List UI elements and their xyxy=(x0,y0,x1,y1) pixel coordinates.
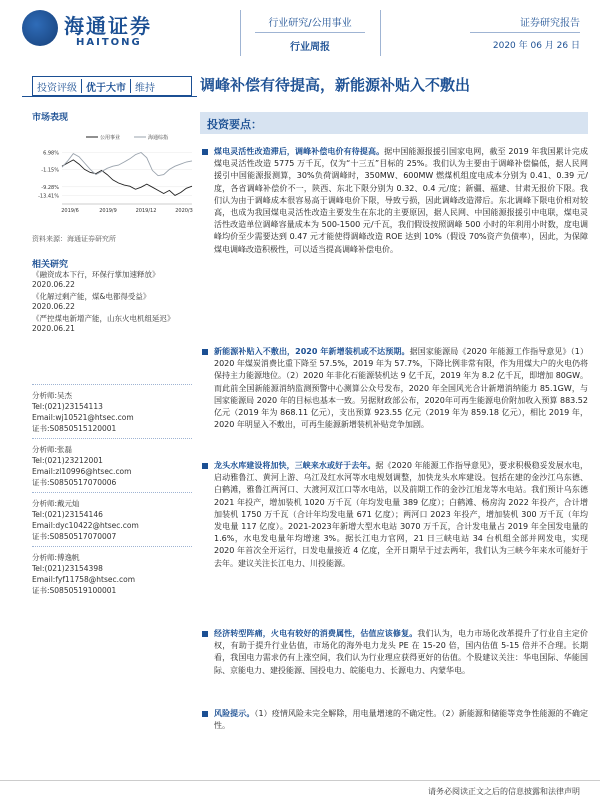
analyst-tel: Tel:(021)23154146 xyxy=(32,510,103,519)
analyst-cert: 证书:S0850517070006 xyxy=(32,478,117,487)
header-divider xyxy=(240,10,241,56)
analyst-email[interactable]: Email:dyc10422@htsec.com xyxy=(32,521,139,530)
report-date: 2020 年 06 月 26 日 xyxy=(492,41,580,51)
series-line xyxy=(62,153,192,176)
paragraph-lead: 新能源补贴入不敷出，2020 年新增装机或不达预期。 xyxy=(214,347,410,356)
analyst-block xyxy=(32,552,192,596)
related-item-title[interactable]: 《化解过剩产能，煤&电都得受益》 xyxy=(32,292,151,301)
rating-status: 维持 xyxy=(135,82,155,94)
analyst-email[interactable]: Email:zl10996@htsec.com xyxy=(32,467,132,476)
footer-disclaimer: 请务必阅读正文之后的信息披露和法律声明 xyxy=(428,787,580,796)
footer-rule xyxy=(0,780,600,781)
analyst-tel: Tel:(021)23154113 xyxy=(32,402,103,411)
analyst-block xyxy=(32,444,192,488)
analyst-block xyxy=(32,390,192,434)
paragraph-hydro xyxy=(200,460,588,570)
analyst-email[interactable]: Email:wj10521@htsec.com xyxy=(32,413,134,422)
bullet-icon xyxy=(202,349,208,355)
key-points-title: 投资要点： xyxy=(207,118,262,131)
x-tick-label: 2019/9 xyxy=(99,208,117,214)
paragraph-risk xyxy=(200,708,588,732)
paragraph-text: （1）疫情风险未完全解除，用电量增速的不确定性。（2）新能源和储能等竞争性能源的不确定性。 xyxy=(214,709,588,731)
paragraph-renewable-subsidy xyxy=(200,346,588,431)
related-item-title[interactable]: 《融资成本下行，环保行掌加速释放》 xyxy=(32,270,160,279)
analyst-cert: 证书:S0850519100001 xyxy=(32,586,117,595)
related-item-date: 2020.06.22 xyxy=(32,280,75,289)
paragraph-lead: 风险提示。 xyxy=(214,709,255,718)
rating-value: 优于大市 xyxy=(86,82,126,94)
rating-label: 投资评级 xyxy=(37,82,77,94)
report-kind: 行业周报 xyxy=(290,42,330,53)
analyst-tel: Tel:(021)23212001 xyxy=(32,456,103,465)
paragraph-lead: 煤电灵活性改造滞后，调峰补偿电价有待提高。 xyxy=(214,147,385,156)
analyst-cert: 证书:S0850515120001 xyxy=(32,424,117,433)
paragraph-lead: 龙头水库建设将加快，三峡来水或好于去年。 xyxy=(214,461,376,470)
related-heading: 相关研究 xyxy=(32,260,69,270)
bullet-icon xyxy=(202,711,208,717)
paragraph-text: 据中国能源报援引国家电网，截至 2019 年我国累计完成煤电灵活性改造 5775 万千瓦，仅为“十三五”目标的 25%。我们认为主要由于调峰补偿偏低，据人民网援引中国能源报测算，30%负荷调峰时，350MW、600MW 燃煤机组度电成本分别为 0.41、0.39 元/度，各省调峰补偿价不一，陕西、东北下限分别为 0.32、0.4 元/度；新疆、福建、甘肃无报价下限。我们认为由于调峰成本很容易高于调峰电价下限，导致亏损，因此调峰改造滞后。东北调峰下限电价相对较高，也成为我国煤电灵活性改造主要发生在东北的主要原因，据人民网、中国能源报援引中电联，煤电灵活性改造单位调峰容量成本为 500-1500 元/千瓦，我们假设按照调峰 500 小时的年利用小时数，度电调峰均价至少需要达到 0.47 元才能使得调峰改造 ROE 达到 10%（假设 70%资产负债率），因此，为保障煤电调峰改造积极性，可以适当提高调峰补偿电价。 xyxy=(214,147,588,254)
related-item-date: 2020.06.21 xyxy=(32,324,75,333)
analyst-name: 分析师:吴杰 xyxy=(32,391,73,400)
chart-source: 资料来源：海通证券研究所 xyxy=(32,235,116,243)
analyst-name: 分析师:张磊 xyxy=(32,445,73,454)
market-heading: 市场表现 xyxy=(32,113,69,123)
analyst-email[interactable]: Email:fyf11758@htsec.com xyxy=(32,575,136,584)
paragraph-text: 据《2020 年能源工作指导意见》，要求积极稳妥发展水电，启动雅鲁江、黄河上游、乌江及红水河等水电规划调整，加快龙头水库建设。包括在建的金沙江乌东德、白鹤滩，雅鲁江两河口、大渡河双江口等水电站，以及前期工作的金沙江旭龙等水电站。我们预计乌东德 2021 年投产，增加装机 1020 万千瓦（年均发电量 389 亿度）；白鹤滩、杨房沟 2022 年投产，合计增加装机 1750 万千瓦（合计年均发电量 671 亿度）；两河口 2023 年投产，增加装机 300 万千瓦（年均发电量 117 亿度）。2021-2023年新增大型水电站 3070 万千瓦，合计发电量占 2019 年全国发电量的 1.6%，水电发电量年均增速 3%。据长江电力官网，21 日三峡电站 34 台机组全部并网发电，实现 2020 年首次全开运行，日发电量接近 4 亿度，全开日期早于过去两年，我们认为三峡今年来水可能好于去年。建议关注长江电力、川投能源。 xyxy=(214,461,588,568)
report-category: 行业研究/公用事业 xyxy=(268,18,352,29)
paragraph-valuation xyxy=(200,628,588,677)
sidebar-rule xyxy=(22,96,197,97)
paragraph-coal-peak xyxy=(200,146,588,256)
related-item-date: 2020.06.22 xyxy=(32,302,75,311)
y-tick-label: -9.28% xyxy=(41,184,59,191)
logo-icon xyxy=(22,10,58,46)
market-chart xyxy=(32,132,194,216)
report-type: 证券研究报告 xyxy=(520,18,580,29)
legend-label: 公用事业 xyxy=(100,135,121,141)
paragraph-text: 我们认为，电力市场化改革提升了行业自主定价权，有助于提升行业估值，市场化的海外电力龙头 PE 在 15-20 倍，国内估值 5-15 倍并不合理。长期看，我国电力需求仍有上涨空间，我们认为行业理应获得更好的估值。个股建议关注：华电国际、华能国际、京能电力、建投能源、国投电力、皖能电力、长源电力、内蒙华电。 xyxy=(214,629,589,675)
page-title: 调峰补偿有待提高，新能源补贴入不敷出 xyxy=(200,76,471,94)
header-rule xyxy=(255,32,365,33)
analyst-name: 分析师:傅逸帆 xyxy=(32,553,80,562)
y-tick-label: 6.98% xyxy=(43,150,59,157)
logo-cn: 海通证券 xyxy=(64,14,152,38)
related-item-title[interactable]: 《严控煤电新增产能，山东火电机组延迟》 xyxy=(32,314,175,323)
header-divider xyxy=(380,10,381,56)
paragraph-text: 据国家能源局《2020 年能源工作指导意见》（1）2020 年煤炭消费比重下降至 57.5%，2019 年为 57.7%，下降比例非常有限，作为用煤大户的火电仍将保持主力能源地位。（2）2020 年非化石能源装机达 9 亿千瓦，2019 年为 8.2 亿千瓦，即增加 80GW。而此前全国新能源消纳监测预警中心测算公众号发布，2020 年全国风光合计新增消纳能力 85.1GW，与国家能源局 2020 年的目标也基本一致。另据财政部公布，2020年可再生能源电价附加收入预算 883.52 亿元（2019 年为 868.11 亿元），支出预算 923.55 亿元（2019 年为 859.18 亿元），相比 2019 年，2020 年明显入不敷出，可再生能源新增装机补贴竞争加剧。 xyxy=(214,347,588,430)
bullet-icon xyxy=(202,631,208,637)
series-line xyxy=(62,160,192,196)
related-list xyxy=(32,270,192,334)
analyst-name: 分析师:戴元灿 xyxy=(32,499,80,508)
x-tick-label: 2019/6 xyxy=(61,208,79,214)
x-tick-label: 2020/3 xyxy=(175,208,193,214)
bullet-icon xyxy=(202,463,208,469)
analyst-cert: 证书:S0850517070007 xyxy=(32,532,117,541)
logo-en: HAITONG xyxy=(76,37,142,48)
paragraph-lead: 经济转型阵痛，火电有较好的消费属性，估值应该修复。 xyxy=(214,629,418,638)
legend-label: 海通综指 xyxy=(148,135,169,141)
rating-box xyxy=(32,76,192,96)
y-tick-label: -13.41% xyxy=(38,193,59,200)
bullet-icon xyxy=(202,149,208,155)
x-tick-label: 2019/12 xyxy=(135,208,157,214)
analyst-tel: Tel:(021)23154398 xyxy=(32,564,103,573)
analyst-block xyxy=(32,498,192,542)
header-rule xyxy=(470,32,580,33)
y-tick-label: -1.15% xyxy=(41,167,59,174)
